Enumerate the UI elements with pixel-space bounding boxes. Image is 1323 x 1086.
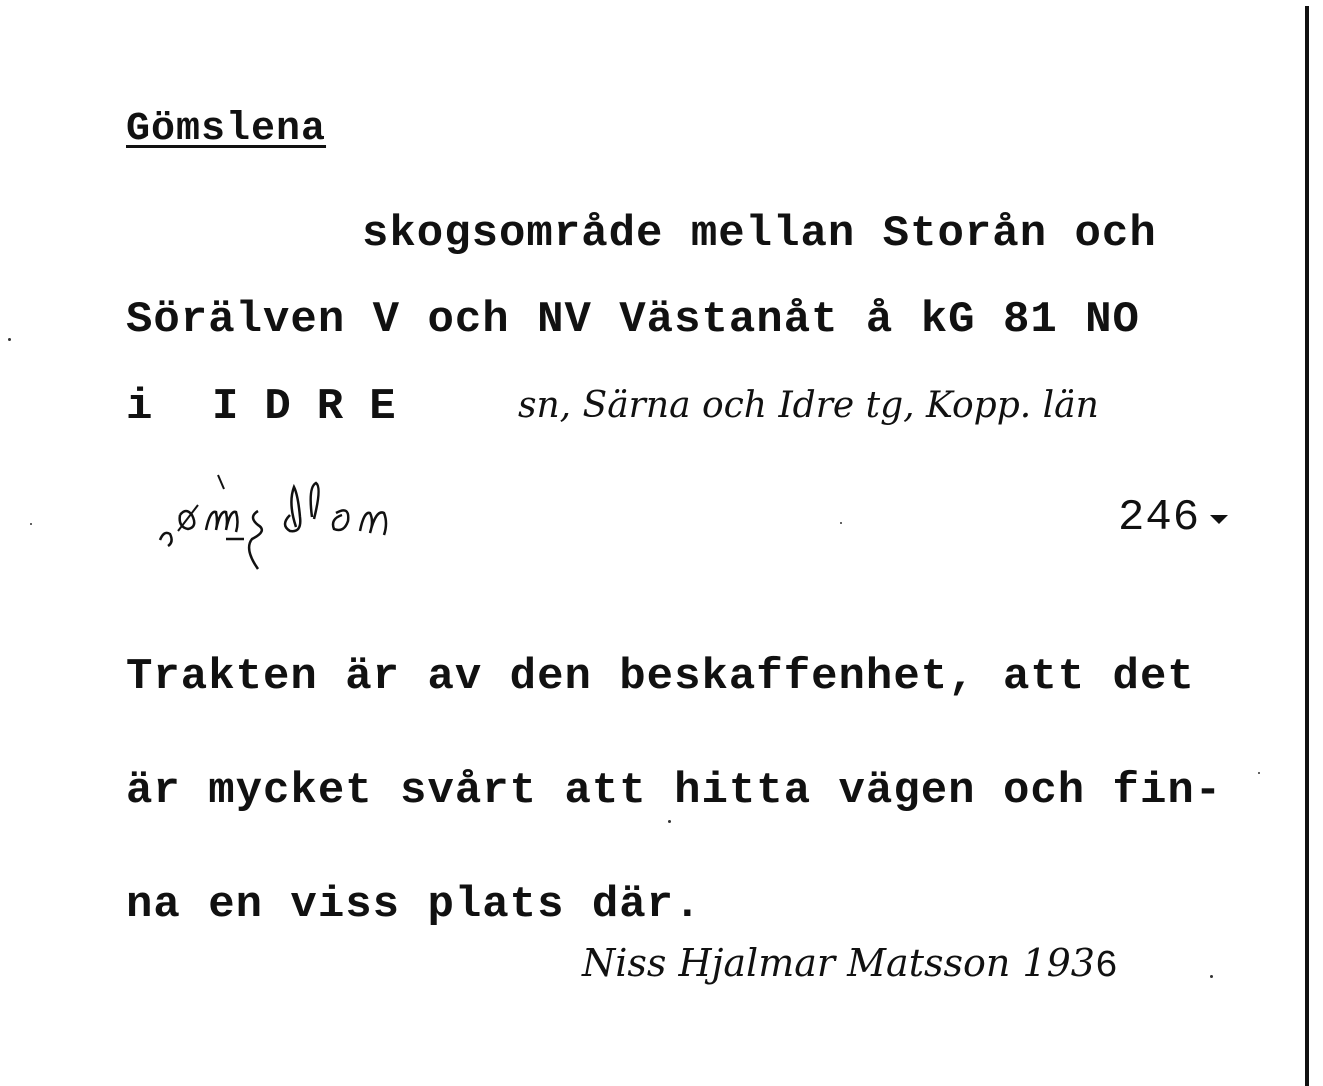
- speck: [1210, 975, 1213, 978]
- speck: [8, 338, 11, 341]
- speck: [668, 820, 671, 823]
- signature-year-end: 6: [1094, 945, 1118, 988]
- administrative-location: sn, Särna och Idre tg, Kopp. län: [518, 385, 1099, 426]
- speck: [30, 523, 32, 525]
- card-number: 246: [1118, 493, 1201, 543]
- number-mark-icon: [1210, 515, 1228, 524]
- description-paragraph: [126, 582, 1222, 1000]
- headword: Gömslena: [126, 107, 327, 152]
- paragraph-line-2: är mycket svårt att hitta vägen och fin-: [126, 766, 1223, 816]
- paragraph-line-1: Trakten är av den beskaffenhet, att det: [126, 652, 1195, 702]
- description-line-2: Sörälven V och NV Västanåt å kG 81 NO: [126, 295, 1140, 345]
- signature-name-year: Niss Hjalmar Matsson 193: [582, 941, 1095, 985]
- description-line-1: skogsområde mellan Storån och: [362, 209, 1157, 259]
- signature: [582, 941, 1118, 988]
- handwritten-pronunciation: [140, 455, 440, 575]
- parish-name: IDRE: [212, 382, 422, 432]
- paragraph-line-3: na en viss plats där.: [126, 880, 702, 930]
- parish-prefix: i: [126, 382, 154, 432]
- speck: [1258, 772, 1260, 774]
- card-edge-line: [1305, 6, 1309, 1086]
- speck: [840, 522, 842, 524]
